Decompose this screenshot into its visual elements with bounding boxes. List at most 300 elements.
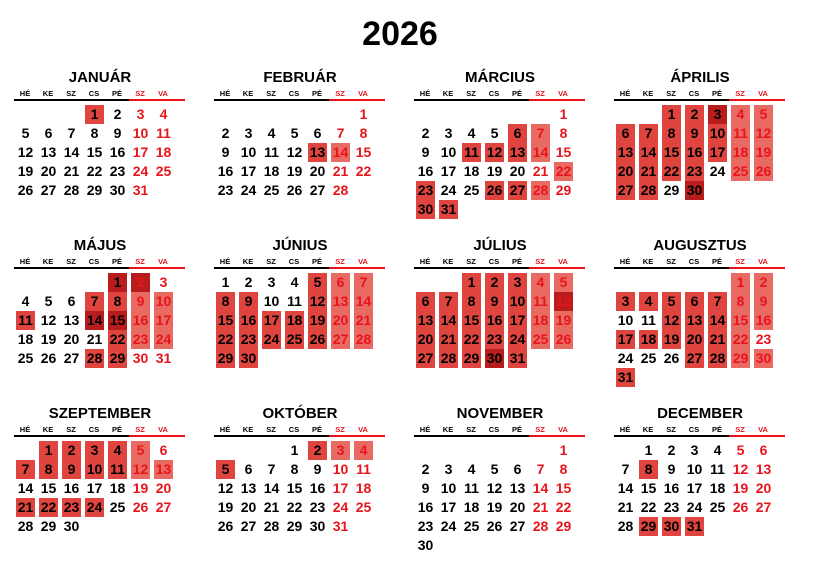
day-number: 16 <box>217 163 234 179</box>
month-name: OKTÓBER <box>262 405 338 422</box>
day-number: 26 <box>132 499 149 515</box>
weekday-label: SZ <box>535 425 545 434</box>
weekday-label: HÉ <box>219 257 231 266</box>
day-number: 21 <box>640 163 657 179</box>
weekday-label: SZ <box>535 89 545 98</box>
day-number: 15 <box>86 144 103 160</box>
day-number: 29 <box>40 518 57 534</box>
day-number: 24 <box>263 331 280 347</box>
day-cell <box>129 143 152 162</box>
day-number: 26 <box>755 163 772 179</box>
day-number: 2 <box>759 274 768 290</box>
day-number: 1 <box>221 274 230 290</box>
day-cell <box>283 124 306 143</box>
month-januar <box>14 69 186 229</box>
day-cell <box>329 330 352 349</box>
day-cell <box>437 181 460 200</box>
day-number: 26 <box>217 518 234 534</box>
day-cell <box>614 181 637 200</box>
weekday-label: KE <box>42 257 54 266</box>
day-cell <box>529 162 552 181</box>
day-number: 23 <box>63 499 80 515</box>
day-number: 6 <box>44 125 53 141</box>
day-cell <box>237 330 260 349</box>
day-cell <box>706 330 729 349</box>
day-cell <box>552 441 575 460</box>
day-cell <box>614 368 637 387</box>
day-cell <box>329 517 352 536</box>
day-cell <box>37 349 60 368</box>
day-number: 24 <box>86 499 103 515</box>
day-cell <box>283 292 306 311</box>
day-cell <box>283 162 306 181</box>
day-number: 21 <box>532 163 549 179</box>
weekday-label: PÉ <box>711 425 722 434</box>
day-number: 7 <box>536 125 545 141</box>
weekday-label: PÉ <box>711 89 722 98</box>
day-cell <box>460 311 483 330</box>
day-number: 19 <box>755 144 772 160</box>
day-number: 23 <box>755 331 772 347</box>
day-number: 20 <box>63 331 80 347</box>
day-number: 25 <box>355 499 372 515</box>
day-cell <box>14 124 37 143</box>
day-number: 23 <box>217 182 234 198</box>
day-cell <box>752 479 775 498</box>
weekday-rule <box>414 99 529 101</box>
day-cell <box>660 479 683 498</box>
day-number: 16 <box>663 480 680 496</box>
day-cell <box>37 143 60 162</box>
day-number: 23 <box>486 331 503 347</box>
day-number: 28 <box>640 182 657 198</box>
day-number: 17 <box>686 480 703 496</box>
day-cell <box>352 311 375 330</box>
day-cell <box>460 143 483 162</box>
day-cell <box>729 349 752 368</box>
day-number: 29 <box>640 518 657 534</box>
day-cell <box>414 311 437 330</box>
weekday-label: PÉ <box>511 425 522 434</box>
day-cell <box>237 517 260 536</box>
weekday-label: KE <box>242 425 254 434</box>
day-number: 8 <box>467 293 476 309</box>
weekday-label: HÉ <box>619 257 631 266</box>
day-cell <box>660 441 683 460</box>
day-cell <box>306 517 329 536</box>
day-cell <box>260 460 283 479</box>
day-number: 31 <box>617 369 634 385</box>
day-cell <box>729 273 752 292</box>
day-cell <box>637 460 660 479</box>
day-number: 12 <box>486 480 503 496</box>
weekday-label: HÉ <box>19 425 31 434</box>
day-cell <box>60 292 83 311</box>
day-cell <box>752 105 775 124</box>
day-number: 13 <box>332 293 349 309</box>
day-number: 3 <box>690 442 699 458</box>
day-cell <box>529 330 552 349</box>
day-cell <box>660 460 683 479</box>
day-number: 11 <box>464 144 479 160</box>
day-number: 31 <box>686 518 703 534</box>
day-cell <box>37 162 60 181</box>
day-cell <box>729 311 752 330</box>
day-number: 13 <box>155 461 172 477</box>
day-number: 7 <box>444 293 453 309</box>
day-cell <box>437 162 460 181</box>
day-cell <box>660 498 683 517</box>
day-cell <box>14 292 37 311</box>
day-cell <box>37 292 60 311</box>
day-number: 14 <box>17 480 34 496</box>
day-number: 25 <box>732 163 749 179</box>
day-number: 17 <box>155 312 172 328</box>
day-cell <box>237 311 260 330</box>
day-cell <box>437 479 460 498</box>
weekday-label: SZ <box>135 257 145 266</box>
day-cell <box>60 479 83 498</box>
day-cell <box>60 143 83 162</box>
day-cell <box>437 200 460 219</box>
day-cell <box>637 349 660 368</box>
day-number: 11 <box>18 312 33 328</box>
day-number: 16 <box>240 312 257 328</box>
day-cell <box>483 349 506 368</box>
day-cell <box>614 498 637 517</box>
day-number: 19 <box>555 312 572 328</box>
weekday-label: SZ <box>135 89 145 98</box>
weekday-label: HÉ <box>619 425 631 434</box>
weekday-rule <box>14 435 129 437</box>
day-cell <box>683 479 706 498</box>
day-number: 2 <box>667 442 676 458</box>
day-number: 29 <box>663 182 680 198</box>
day-number: 5 <box>736 442 745 458</box>
day-cell <box>152 349 175 368</box>
day-number: 15 <box>555 144 572 160</box>
day-number: 20 <box>686 331 703 347</box>
day-cell <box>237 498 260 517</box>
day-cell <box>352 143 375 162</box>
day-cell <box>106 479 129 498</box>
day-number: 1 <box>667 106 676 122</box>
day-cell <box>129 162 152 181</box>
day-cell <box>614 460 637 479</box>
day-number: 16 <box>63 480 80 496</box>
weekday-label: KE <box>242 89 254 98</box>
day-number: 17 <box>440 163 457 179</box>
month-februar <box>214 69 386 229</box>
day-number: 22 <box>286 499 303 515</box>
day-cell <box>483 143 506 162</box>
day-number: 6 <box>690 293 699 309</box>
day-cell <box>306 311 329 330</box>
day-cell <box>352 105 375 124</box>
day-cell <box>752 162 775 181</box>
day-cell <box>506 124 529 143</box>
day-cell <box>552 292 575 311</box>
day-number: 5 <box>313 274 322 290</box>
weekday-label: PÉ <box>311 425 322 434</box>
day-cell <box>352 479 375 498</box>
day-number: 15 <box>732 312 749 328</box>
day-cell <box>106 441 129 460</box>
day-cell <box>60 498 83 517</box>
day-cell <box>83 330 106 349</box>
day-number: 15 <box>109 312 126 328</box>
weekday-label: HÉ <box>219 425 231 434</box>
day-number: 2 <box>421 461 430 477</box>
day-cell <box>614 479 637 498</box>
day-cell <box>460 292 483 311</box>
day-number: 20 <box>332 312 349 328</box>
weekend-rule <box>329 435 385 437</box>
day-number: 29 <box>286 518 303 534</box>
day-number: 1 <box>559 106 568 122</box>
month-julius <box>414 237 586 397</box>
day-number: 10 <box>155 293 172 309</box>
day-cell <box>83 311 106 330</box>
day-cell <box>83 124 106 143</box>
day-cell <box>552 330 575 349</box>
weekday-label: HÉ <box>219 89 231 98</box>
day-cell <box>660 517 683 536</box>
weekday-label: SZ <box>266 89 276 98</box>
day-cell <box>483 181 506 200</box>
day-cell <box>329 181 352 200</box>
day-cell <box>637 479 660 498</box>
day-number: 20 <box>509 499 526 515</box>
day-cell <box>60 162 83 181</box>
day-cell <box>152 330 175 349</box>
day-number: 19 <box>663 331 680 347</box>
day-number: 21 <box>332 163 349 179</box>
day-cell <box>306 162 329 181</box>
day-number: 26 <box>732 499 749 515</box>
day-cell <box>306 292 329 311</box>
day-cell <box>306 181 329 200</box>
month-majus <box>14 237 186 397</box>
day-cell <box>683 460 706 479</box>
day-number: 29 <box>732 350 749 366</box>
day-cell <box>260 162 283 181</box>
day-cell <box>729 479 752 498</box>
day-cell <box>14 460 37 479</box>
day-number: 23 <box>686 163 703 179</box>
day-cell <box>37 124 60 143</box>
day-number: 28 <box>440 350 457 366</box>
day-number: 17 <box>440 499 457 515</box>
day-cell <box>83 498 106 517</box>
day-number: 7 <box>621 461 630 477</box>
day-cell <box>129 124 152 143</box>
month-name: FEBRUÁR <box>263 69 337 86</box>
day-number: 16 <box>309 480 326 496</box>
day-cell <box>329 292 352 311</box>
day-number: 4 <box>113 442 122 458</box>
day-cell <box>683 498 706 517</box>
day-cell <box>152 162 175 181</box>
weekday-label: SZ <box>266 425 276 434</box>
day-number: 29 <box>555 518 572 534</box>
day-cell <box>683 349 706 368</box>
day-number: 17 <box>132 144 149 160</box>
day-cell <box>483 330 506 349</box>
day-number: 22 <box>463 331 480 347</box>
day-number: 1 <box>113 274 122 290</box>
day-cell <box>506 498 529 517</box>
weekday-label: SZ <box>66 257 76 266</box>
day-number: 14 <box>86 312 103 328</box>
day-number: 17 <box>263 312 280 328</box>
day-cell <box>237 349 260 368</box>
month-aprilis <box>614 69 786 229</box>
day-number: 7 <box>336 125 345 141</box>
day-number: 6 <box>336 274 345 290</box>
day-number: 13 <box>40 144 57 160</box>
day-number: 16 <box>417 499 434 515</box>
day-cell <box>83 181 106 200</box>
day-number: 2 <box>136 274 145 290</box>
day-number: 6 <box>513 125 522 141</box>
day-cell <box>483 292 506 311</box>
day-cell <box>129 441 152 460</box>
weekday-label: SZ <box>735 89 745 98</box>
day-cell <box>529 498 552 517</box>
weekday-label: SZ <box>666 89 676 98</box>
day-number: 5 <box>290 125 299 141</box>
day-number: 20 <box>417 331 434 347</box>
day-cell <box>60 349 83 368</box>
month-december <box>614 405 786 565</box>
day-cell <box>129 273 152 292</box>
day-number: 15 <box>663 144 680 160</box>
month-name: JÚNIUS <box>272 237 328 254</box>
day-number: 19 <box>486 499 503 515</box>
day-number: 23 <box>240 331 257 347</box>
day-number: 14 <box>617 480 634 496</box>
day-number: 30 <box>63 518 80 534</box>
day-cell <box>237 460 260 479</box>
weekday-label: HÉ <box>419 425 431 434</box>
day-cell <box>214 498 237 517</box>
day-number: 23 <box>109 163 126 179</box>
day-number: 1 <box>644 442 653 458</box>
day-number: 3 <box>90 442 99 458</box>
day-cell <box>414 330 437 349</box>
day-number: 9 <box>136 293 145 309</box>
day-number: 11 <box>710 461 725 477</box>
day-number: 4 <box>644 293 653 309</box>
weekday-label: KE <box>642 257 654 266</box>
day-number: 8 <box>290 461 299 477</box>
month-szeptember <box>14 405 186 565</box>
day-number: 18 <box>155 144 172 160</box>
day-cell <box>414 536 437 555</box>
day-number: 14 <box>709 312 726 328</box>
day-number: 17 <box>709 144 726 160</box>
day-cell <box>460 330 483 349</box>
day-number: 30 <box>486 350 503 366</box>
day-cell <box>283 330 306 349</box>
weekday-label: VA <box>758 425 768 434</box>
day-number: 8 <box>736 293 745 309</box>
day-number: 3 <box>444 461 453 477</box>
day-number: 1 <box>467 274 476 290</box>
day-cell <box>237 124 260 143</box>
day-cell <box>14 479 37 498</box>
day-number: 9 <box>759 293 768 309</box>
day-cell <box>552 498 575 517</box>
day-number: 13 <box>509 480 526 496</box>
weekday-label: VA <box>358 425 368 434</box>
day-number: 13 <box>617 144 634 160</box>
day-cell <box>83 479 106 498</box>
day-cell <box>106 311 129 330</box>
weekday-label: VA <box>558 257 568 266</box>
day-cell <box>460 124 483 143</box>
day-number: 2 <box>67 442 76 458</box>
day-number: 13 <box>63 312 80 328</box>
day-cell <box>237 162 260 181</box>
day-number: 1 <box>559 442 568 458</box>
day-cell <box>152 441 175 460</box>
weekend-rule <box>129 267 185 269</box>
day-number: 14 <box>640 144 657 160</box>
day-number: 8 <box>559 125 568 141</box>
day-cell <box>329 311 352 330</box>
day-cell <box>214 143 237 162</box>
weekday-label: SZ <box>666 257 676 266</box>
weekday-label: SZ <box>335 257 345 266</box>
day-number: 28 <box>63 182 80 198</box>
day-number: 28 <box>532 182 549 198</box>
day-cell <box>483 517 506 536</box>
day-cell <box>83 441 106 460</box>
day-number: 15 <box>355 144 372 160</box>
day-cell <box>60 441 83 460</box>
day-cell <box>552 105 575 124</box>
day-number: 20 <box>309 163 326 179</box>
day-number: 25 <box>286 331 303 347</box>
day-cell <box>152 273 175 292</box>
day-number: 25 <box>155 163 172 179</box>
day-number: 3 <box>267 274 276 290</box>
weekday-label: KE <box>642 89 654 98</box>
day-cell <box>437 143 460 162</box>
day-number: 13 <box>240 480 257 496</box>
day-cell <box>660 105 683 124</box>
day-number: 9 <box>244 293 253 309</box>
day-number: 6 <box>759 442 768 458</box>
day-number: 21 <box>86 331 103 347</box>
day-cell <box>260 498 283 517</box>
weekday-label: KE <box>42 89 54 98</box>
weekday-label: SZ <box>466 257 476 266</box>
weekday-rule <box>214 267 329 269</box>
weekday-label: SZ <box>266 257 276 266</box>
day-cell <box>752 441 775 460</box>
day-cell <box>214 479 237 498</box>
day-cell <box>152 479 175 498</box>
day-cell <box>460 479 483 498</box>
day-number: 13 <box>417 312 434 328</box>
day-cell <box>14 143 37 162</box>
day-number: 4 <box>290 274 299 290</box>
day-cell <box>414 349 437 368</box>
day-number: 5 <box>759 106 768 122</box>
